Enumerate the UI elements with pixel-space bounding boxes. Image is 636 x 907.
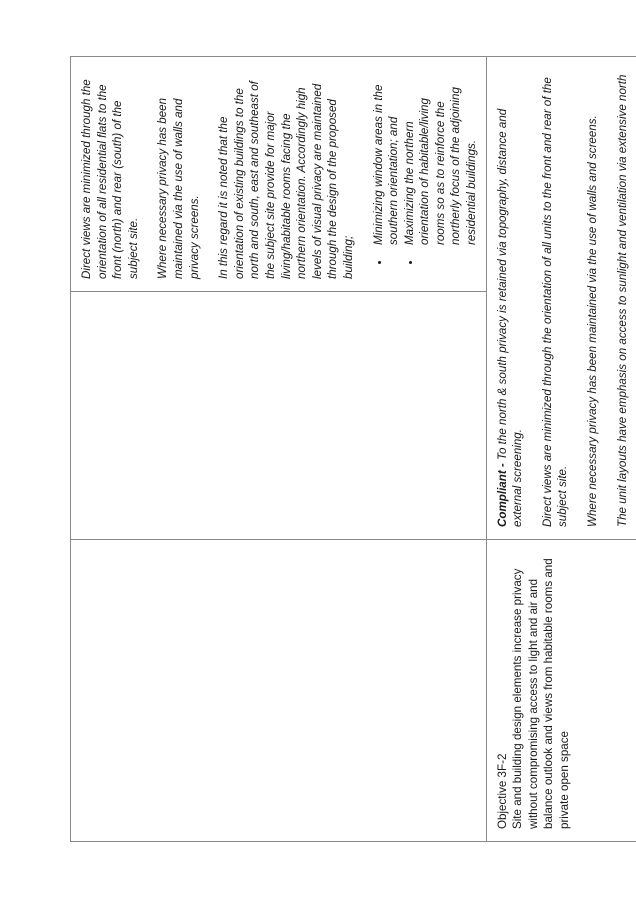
design-criteria-cell-empty — [71, 292, 487, 540]
objective-text: Site and building design elements increase privacy without compromising access to light and air and balance outlook and views from habitable rooms and private open space — [511, 558, 572, 829]
paragraph: The unit layouts have emphasis on access to sunlight and ventilation via extensive north — [615, 74, 629, 527]
compliance-statement — [495, 69, 526, 527]
bullet-item: • Maximizing the northern orientation of habitable/living rooms so as to reinforce the northerly focus of the adjoining residential buildings. — [402, 69, 480, 251]
table-row — [486, 57, 636, 842]
rotated-page — [70, 57, 629, 842]
bullet-item: • Minimizing window areas in the southern orientation; and — [371, 69, 402, 251]
objective-cell-empty — [71, 540, 487, 842]
paragraph: Direct views are minimized through the orientation of all units to the front and rear of the subject site. — [540, 77, 570, 527]
assessment-cell — [486, 57, 636, 540]
status-separator: - — [495, 460, 509, 471]
paragraph: Where necessary privacy has been maintained via the use of walls and privacy screens. — [156, 97, 201, 279]
objective-cell — [486, 540, 636, 842]
compliance-table — [70, 56, 636, 842]
paragraph: Direct views are minimized through the orientation of all residential flats to the front (north) and rear (south) of the subject site. — [80, 79, 140, 279]
table-row — [71, 57, 487, 842]
status-text: To the north & south privacy is retained via topography, distance and external screening. — [495, 108, 525, 527]
paragraph: Where necessary privacy has been maintained via the use of walls and screens. — [586, 115, 600, 527]
status-label: Compliant — [495, 470, 509, 527]
paragraph: In this regard it is noted that the orientation of existing buildings to the north and south, east and southeast of the subject site provide for major living/habitable rooms facing the northern orientation. Accordingly high levels of visual privacy are maintained through the design of the proposed building; — [217, 81, 355, 279]
bullet-list — [371, 69, 480, 279]
objective-title: Objective 3F-2 — [495, 753, 509, 829]
assessment-cell — [71, 57, 487, 292]
